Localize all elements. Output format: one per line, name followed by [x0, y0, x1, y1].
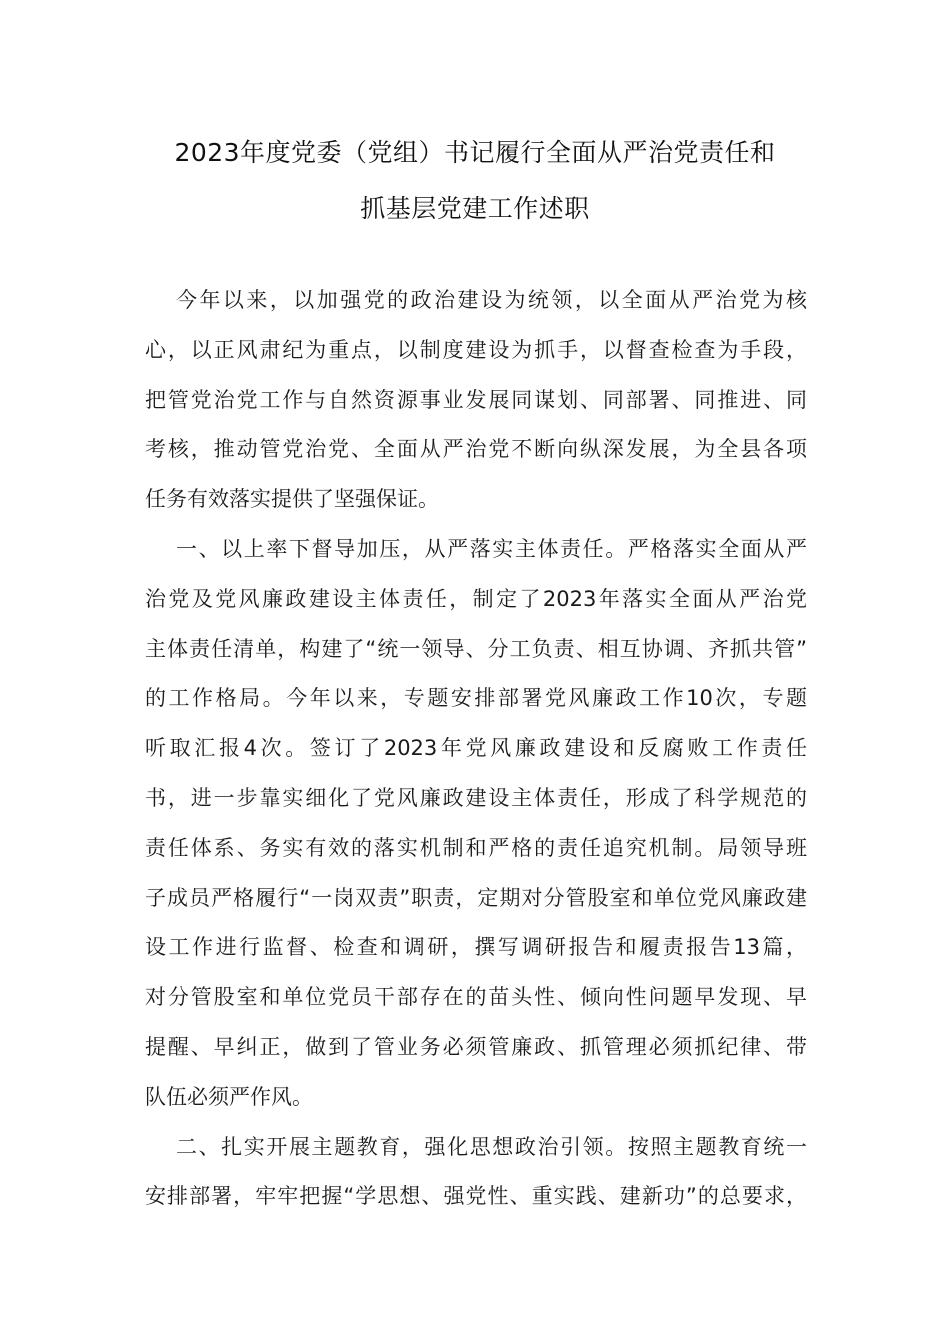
paragraph-line: 听取汇报4次。签订了2023年党风廉政建设和反腐败工作责任: [145, 736, 807, 761]
paragraph-line: 心，以正风肃纪为重点，以制度建设为抓手，以督查检查为手段，: [145, 337, 807, 362]
paragraph-line: 考核，推动管党治党、全面从严治党不断向纵深发展，为全县各项: [145, 437, 807, 462]
paragraph-line: 的工作格局。今年以来，专题安排部署党风廉政工作10次，专题: [145, 686, 807, 711]
paragraph-line: 任务有效落实提供了坚强保证。: [145, 487, 439, 512]
paragraph-line: 提醒、早纠正，做到了管业务必须管廉政、抓管理必须抓纪律、带: [145, 1034, 807, 1059]
paragraph-line: 设工作进行监督、检查和调研，撰写调研报告和履责报告13篇，: [145, 935, 807, 960]
paragraph-line: 今年以来，以加强党的政治建设为统领，以全面从严治党为核: [176, 288, 807, 312]
paragraph-line: 子成员严格履行“一岗双责”职责，定期对分管股室和单位党风廉政建: [145, 885, 807, 910]
paragraph-line: 把管党治党工作与自然资源事业发展同谋划、同部署、同推进、同: [145, 387, 807, 412]
paragraph-line: 队伍必须严作风。: [145, 1084, 313, 1109]
paragraph-line: 二、扎实开展主题教育，强化思想政治引领。按照主题教育统一: [176, 1134, 807, 1159]
paragraph-line: 对分管股室和单位党员干部存在的苗头性、倾向性问题早发现、早: [145, 985, 807, 1010]
document-body: [145, 276, 807, 1222]
paragraph-line: 责任体系、务实有效的落实机制和严格的责任追究机制。局领导班: [145, 835, 807, 860]
title-line-2: 抓基层党建工作述职: [360, 194, 590, 223]
paragraph-line: 治党及党风廉政建设主体责任，制定了2023年落实全面从严治党: [145, 586, 807, 611]
paragraph-line: 安排部署，牢牢把握“学思想、强党性、重实践、建新功”的总要求，: [145, 1184, 807, 1209]
paragraph-line: 主体责任清单，构建了“统一领导、分工负责、相互协调、齐抓共管”: [145, 636, 807, 661]
document-title: [140, 125, 810, 237]
paragraph-line: 一、以上率下督导加压，从严落实主体责任。严格落实全面从严: [176, 536, 807, 561]
paragraph-line: 书，进一步靠实细化了党风廉政建设主体责任，形成了科学规范的: [145, 785, 807, 810]
title-line-1: 2023年度党委（党组）书记履行全面从严治党责任和: [174, 138, 776, 167]
